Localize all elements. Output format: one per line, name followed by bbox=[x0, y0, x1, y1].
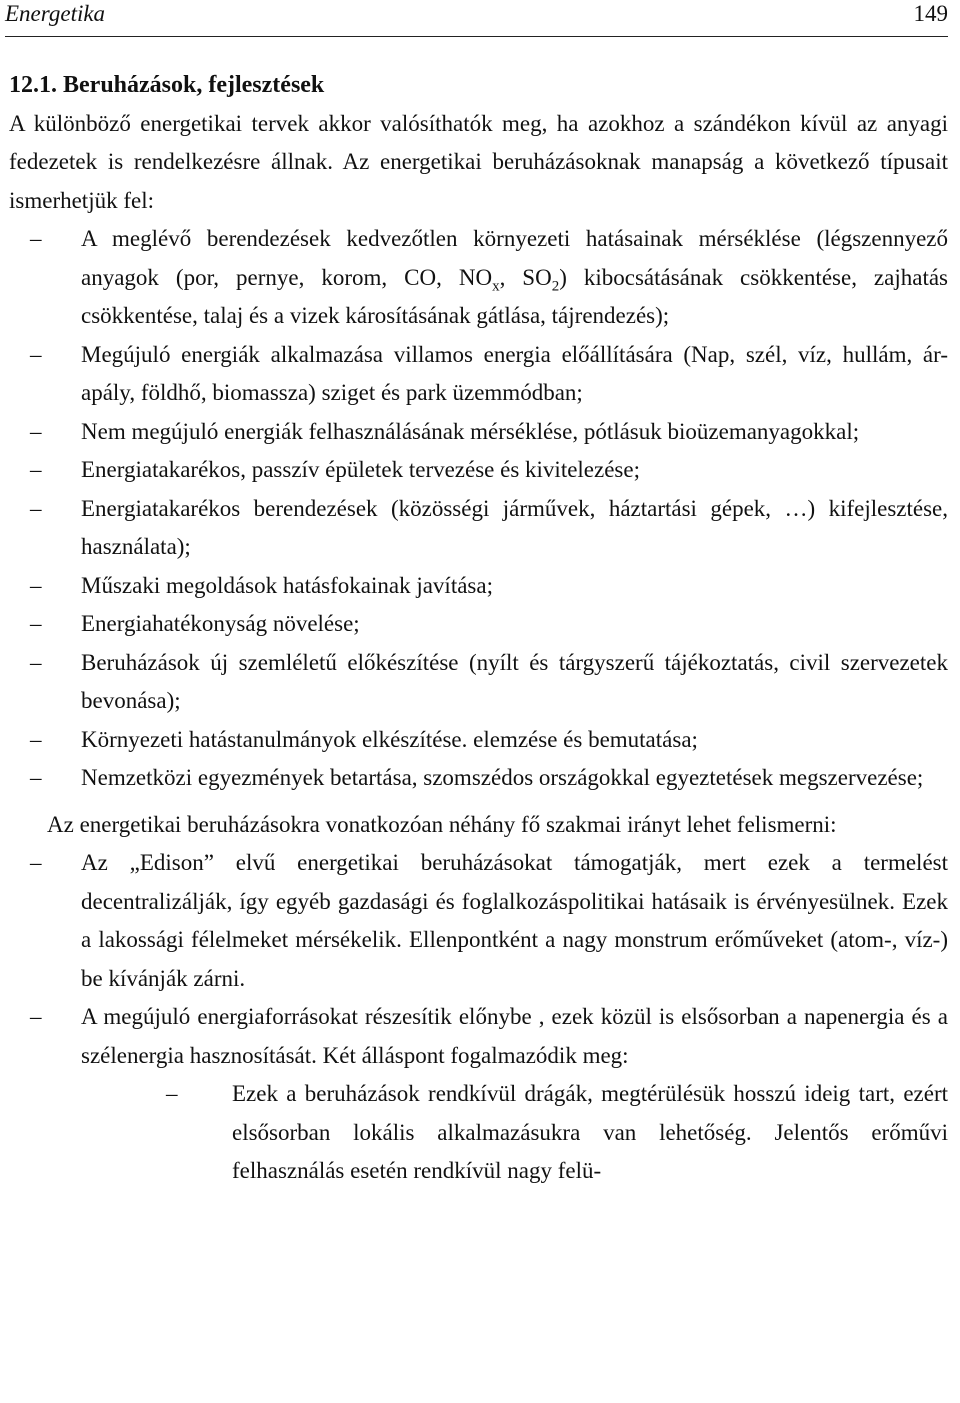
directions-paragraph: Az energetikai beruházásokra vonatkozóan néhány fő szakmai irányt lehet felismerni: bbox=[47, 811, 837, 837]
dash-bullet: – bbox=[30, 226, 42, 251]
running-title: Energetika bbox=[5, 1, 106, 26]
dash-bullet: – bbox=[30, 649, 42, 675]
list-item-text: Műszaki megoldások hatásfokainak javítása; bbox=[81, 572, 493, 598]
list-item-text: Nemzetközi egyezmények betartása, szomszédos országokkal egyeztetések megszervezése; bbox=[81, 765, 924, 790]
list-item bbox=[9, 759, 948, 798]
list-item bbox=[9, 451, 948, 490]
nested-list-item bbox=[9, 1075, 948, 1191]
dash-bullet: – bbox=[30, 495, 42, 521]
list-item bbox=[9, 490, 948, 567]
list-item-text: Energiahatékonyság növelése; bbox=[81, 611, 360, 636]
subscript-x: x bbox=[492, 278, 500, 295]
dash-bullet: – bbox=[30, 572, 42, 598]
list-item-text: Nem megújuló energiák felhasználásának mérséklése, pótlásuk bioüzemanyagokkal; bbox=[81, 418, 860, 444]
list-item bbox=[9, 844, 948, 998]
nested-list bbox=[9, 1075, 948, 1191]
list-item-text: , SO bbox=[499, 264, 552, 290]
dash-bullet: – bbox=[166, 1081, 178, 1106]
list-item-text: Az „Edison” elvű energetikai beruházásokat támogatják, mert ezek a termelést decentralizálják, így egyéb gazdasági és foglalkozáspolitikai hatásaik is érvényesülnek. Ezek a lakossági félelmeket mérsékelik. Ellenpontként a nagy monstrum erőműveket (atom-, víz-) be kívánják zárni. bbox=[81, 850, 948, 991]
intro-paragraph: A különböző energetikai tervek akkor valósíthatók meg, ha azokhoz a szándékon kívül az anyagi fedezetek is rendelkezésre állnak. Az energetikai beruházásoknak manapság a következő típusait ismerhetjük fel: bbox=[9, 110, 948, 213]
list-item-text: A meglévő berendezések kedvezőtlen környezeti hatásainak mérséklése (légszennyező anyagok (por, pernye, korom, CO, NO bbox=[81, 226, 948, 290]
list-item-text: ) kibocsátásának csökkentése, zajhatás csökkentése, talaj és a vizek károsításának gátlása, tájrendezés); bbox=[81, 264, 948, 328]
dash-bullet: – bbox=[30, 418, 42, 444]
subscript-2: 2 bbox=[551, 278, 560, 295]
dash-bullet: – bbox=[30, 457, 42, 482]
list-item bbox=[9, 998, 948, 1075]
list-item-text: A megújuló energiaforrásokat részesítik előnybe , ezek közül is elsősorban a napenergia és a szélenergia hasznosítását. Két álláspont fogalmazódik meg: bbox=[81, 1004, 948, 1068]
section-content bbox=[9, 66, 948, 1191]
list-item-text: Beruházások új szemléletű előkészítése (nyílt és tárgyszerű tájékoztatás, civil szervezetek bevonása); bbox=[81, 649, 948, 713]
dash-bullet: – bbox=[30, 1004, 42, 1029]
section-heading: 12.1. Beruházások, fejlesztések bbox=[9, 72, 325, 98]
list-item-text: Ezek a beruházások rendkívül drágák, megtérülésük hosszú ideig tart, ezért elsősorban lokális alkalmazásukra van lehetőség. Jelentős erőművi felhasználás esetén rendkívül nagy felü- bbox=[232, 1081, 948, 1183]
dash-bullet: – bbox=[30, 765, 42, 790]
list-item bbox=[9, 721, 948, 760]
dash-bullet: – bbox=[30, 341, 42, 367]
page-number: 149 bbox=[913, 1, 948, 26]
list-item-text: Megújuló energiák alkalmazása villamos energia előállítására (Nap, szél, víz, hullám, ár-apály, földhő, biomassza) sziget és park üzemmódban; bbox=[81, 341, 948, 405]
list-item bbox=[9, 413, 948, 452]
dash-bullet: – bbox=[30, 726, 42, 752]
list-item bbox=[9, 220, 948, 336]
dash-bullet: – bbox=[30, 850, 42, 875]
list-item-text: Környezeti hatástanulmányok elkészítése. elemzése és bemutatása; bbox=[81, 726, 698, 752]
directions-list bbox=[9, 844, 948, 1075]
investment-types-list bbox=[9, 220, 948, 798]
list-item-text: Energiatakarékos, passzív épületek tervezése és kivitelezése; bbox=[81, 457, 640, 482]
list-item-text: Energiatakarékos berendezések (közösségi járművek, háztartási gépek, …) kifejlesztése, használata); bbox=[81, 495, 948, 559]
list-item bbox=[9, 605, 948, 644]
dash-bullet: – bbox=[30, 611, 42, 636]
page-header bbox=[5, 0, 948, 37]
list-item bbox=[9, 336, 948, 413]
list-item bbox=[9, 567, 948, 606]
list-item bbox=[9, 644, 948, 721]
